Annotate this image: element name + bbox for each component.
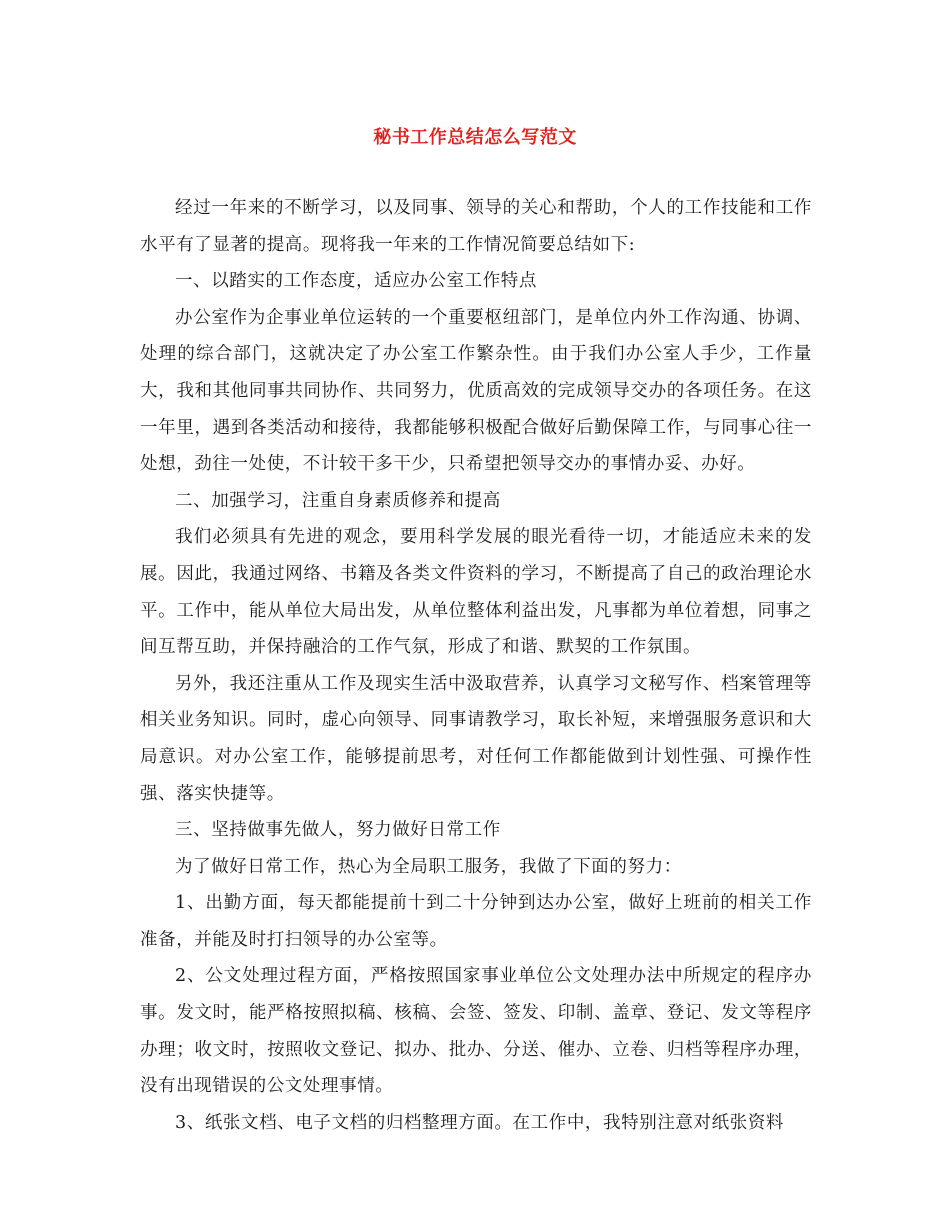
list-item-2: 2、公文处理过程方面，严格按照国家事业单位公文处理办法中所规定的程序办事。发文时，能严格按照拟稿、核稿、会签、签发、印制、盖章、登记、发文等程序办理；收文时，按照收文登记、拟办、批办、分送、催办、立卷、归档等程序办理，没有出现错误的公文处理事情。: [140, 966, 812, 1097]
list-item-3: 3、纸张文档、电子文档的归档整理方面。在工作中，我特别注意对纸张资料: [175, 1112, 785, 1133]
paragraph-section-3-intro: 为了做好日常工作，热心为全局职工服务，我做了下面的努力：: [175, 856, 682, 877]
list-item-1: 1、出勤方面，每天都能提前十到二十分钟到达办公室，做好上班前的相关工作准备，并能及时打扫领导的办公室等。: [140, 893, 812, 950]
paragraph-intro: 经过一年来的不断学习，以及同事、领导的关心和帮助，个人的工作技能和工作水平有了显著的提高。现将我一年来的工作情况简要总结如下:: [140, 198, 812, 255]
paragraph-section-1: 办公室作为企事业单位运转的一个重要枢纽部门，是单位内外工作沟通、协调、处理的综合部门，这就决定了办公室工作繁杂性。由于我们办公室人手少，工作量大，我和其他同事共同协作、共同努力，优质高效的完成领导交办的各项任务。在这一年里，遇到各类活动和接待，我都能够积极配合做好后勤保障工作，与同事心往一处想，劲往一处使，不计较干多干少，只希望把领导交办的事情办妥、办好。: [140, 307, 812, 475]
heading-section-3: 三、坚持做事先做人，努力做好日常工作: [175, 820, 501, 841]
document-body: [140, 190, 812, 1141]
document-title: 秘书工作总结怎么写范文: [373, 127, 577, 148]
paragraph-section-2b: 另外，我还注重从工作及现实生活中汲取营养，认真学习文秘写作、档案管理等相关业务知识。同时，虚心向领导、同事请教学习，取长补短，来增强服务意识和大局意识。对办公室工作，能够提前思考，对任何工作都能做到计划性强、可操作性强、落实快捷等。: [140, 673, 812, 804]
heading-section-2: 二、加强学习，注重自身素质修养和提高: [175, 490, 501, 511]
heading-section-1: 一、以踏实的工作态度，适应办公室工作特点: [175, 271, 537, 292]
paragraph-section-2a: 我们必须具有先进的观念，要用科学发展的眼光看待一切，才能适应未来的发展。因此，我通过网络、书籍及各类文件资料的学习，不断提高了自己的政治理论水平。工作中，能从单位大局出发，从单位整体利益出发，凡事都为单位着想，同事之间互帮互助，并保持融洽的工作气氛，形成了和谐、默契的工作氛围。: [140, 527, 812, 658]
